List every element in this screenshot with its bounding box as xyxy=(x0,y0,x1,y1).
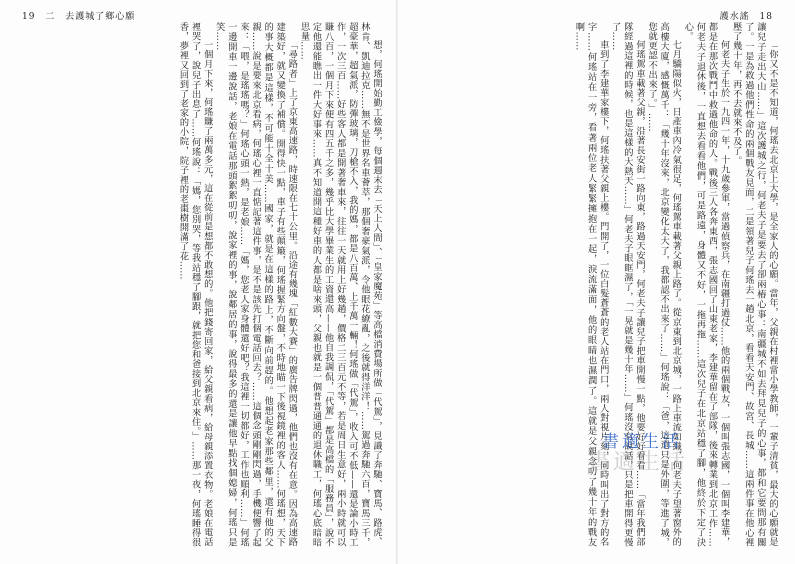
right-page-header xyxy=(720,9,773,22)
watermark-primary: 書適生活 xyxy=(602,432,682,452)
left-page xyxy=(0,0,397,564)
right-page xyxy=(398,0,795,564)
right-running-title: 護水謠 xyxy=(719,12,750,22)
right-paragraph: 何瑤駕車載著父親，沿著長安街一路向東，路過天安門，何老夫子讓兒子把車開慢一點，他要好好看看……「當年我們部隊經過這裡的時候，也是這樣的大熱天……」何老夫子眼眶濕了，「一晃就是幾十年……」何瑤沒有說話，只是把車開得更慢了…… xyxy=(609,22,645,547)
watermark-shadow: 書適生活 xyxy=(588,450,689,475)
right-page-body xyxy=(414,22,778,547)
right-paragraph: 何老夫子生於一九四一年，十九歲參軍，當過偵察兵，在南疆打過仗……他的兩個戰友，一個叫張志國，一個叫李建華，都是在那次戰鬥中救過他命的人。戰後三人各奔東西，張志國回了山東老家，李建華留在了部隊，後來轉業到北京工作……何老夫子退休後，一直想去看看他們，可是路遠，身體又不好，一拖再拖……這次兒子在北京站穩了腳，他終於下定了決心。 xyxy=(682,22,730,547)
right-paragraph: 車到了李建華家樓下，何瑤扶著父親上樓。門開了，一位白髮蒼蒼的老人站在門口，兩人對視片刻，同時叫出了對方的名字……何瑤站在一旁，看著兩位老人緊緊擁抱在一起，淚流滿面，他的眼睛也濕潤了。這就是父親念叨了幾十年的戰友啊…… xyxy=(573,22,609,547)
right-paragraph: 七月驕陽似火，日產車內冷氣很足，何瑤駕車載著父親上路了。從京東到北京城，一路上車流如織，何老夫子望著窗外的高樓大廈，感慨萬千：「幾十年沒來，北京變化太大了，我都認不出來了……」何瑤說：「爸，這還只是外圍，等進了城，您就更認不出來了。」…… xyxy=(646,22,682,547)
left-running-title: 去護城了鄉心願 xyxy=(65,12,136,22)
left-paragraph: 一個月下來，何瑤賺了兩萬多元，這在從前是想都不敢想的。他把錢寄回家，給父親看病，給母親添置衣物。老娘在電話裡哭了，說兒子出息了……何瑤說：「媽，您別哭，等我站穩了腳跟，就把您和爸接到北京來住。」……那一夜，何瑤睡得很香，夢裡又回到了老家的小院，院子裡的老棗樹開滿了花…… xyxy=(177,22,213,547)
right-paragraph: 「你又不是不知道，何瑤去北京上大學，是全家人的心願。當年，父親在村裡當小學教師，一輩子清貧，最大的心願就是讓兒子走出大山……」這次護城之行，何老夫子是要去了卻兩樁心事：南疆城不如去拜見兒子的心事，都和它要問那有關了。一是為救過他們性命的兩個戰友見面，二是領著兒子何瑤去一趟北京，看看天安門、故宮、長城……這兩件事在他心裡壓了幾十年，再不去就來不及了。 xyxy=(730,22,778,547)
left-page-body xyxy=(22,22,382,547)
right-page-number: 18 xyxy=(759,12,773,22)
left-paragraph: 「尋路者」上了京東高速路，時速限在七十公里。沿途有幾塊「紅數大賽」的廣告牌閃過，他們也沒有在意。因為高速路建築好，就又變換了補償。開得快一點，車子有些顛簸，何瑤握緊方向盤，不時地瞄一下後視鏡裡的客人……何瑤想，天下的事大概都是這樣，不可能十全十美……國家，就是在這樣的路上，不斷向前趕的。他想起老家那些鄰里，還有他的父親……說是要來北京看病，何瑤心裡一直惦記著這件事，是不是該先打個電話回去？……這個念頭剛剛閃過，手機便響了起來：「喂，是瑤瑤嗎？」何瑤心頭一熱，是老娘……「媽，您老人家身體還好吧？我這裡一切都好，工作也順利……」何瑤一邊開車一邊說話，老娘在電話那頭絮絮叨叨，說家裡的事，說鄰居的事，說得最多的還是讓他早點找個媳婦，何瑤只是笑…… xyxy=(213,22,298,547)
left-page-header xyxy=(22,9,135,22)
left-page-number: 19 xyxy=(22,12,36,22)
left-paragraph: 想，何瑤開始勤工儉學，每個週末去「天上人間」、「皇家魔苑」等高檔消費場所做「代駕」，見識了奔馳、寶馬、路虎、林肯、凱迪拉克……無不是世界名車薈萃，那個奢豪氣派，令他眼花繚亂，之後就得洋洋！……駕過奔馳六百，寶馬三千，超豪華，超氣派，防彈玻璃，刀槍不入，我的媽，都是八百萬、上千萬一輛！何瑤做「代駕」，收入可不低——還是論小時工作，一次三百……好些客人都是開著奢車來，往往一天就用上好幾趟，價格二三百元不等，若是周日生意好，兩小時就可以賺八百，一個月下來便有四五千之多，幾乎比大學畢業生的工資還高——他自我調侃，「代駕」都是高檔的「服務員」，說不定他還能瞧出一件大好事來……真不知道開這種好車的人都是啥來頭，父親也就是一個普普通通的退休職工，何瑤心底暗暗思量…… xyxy=(298,22,382,547)
left-page-section: 二 xyxy=(45,12,56,22)
